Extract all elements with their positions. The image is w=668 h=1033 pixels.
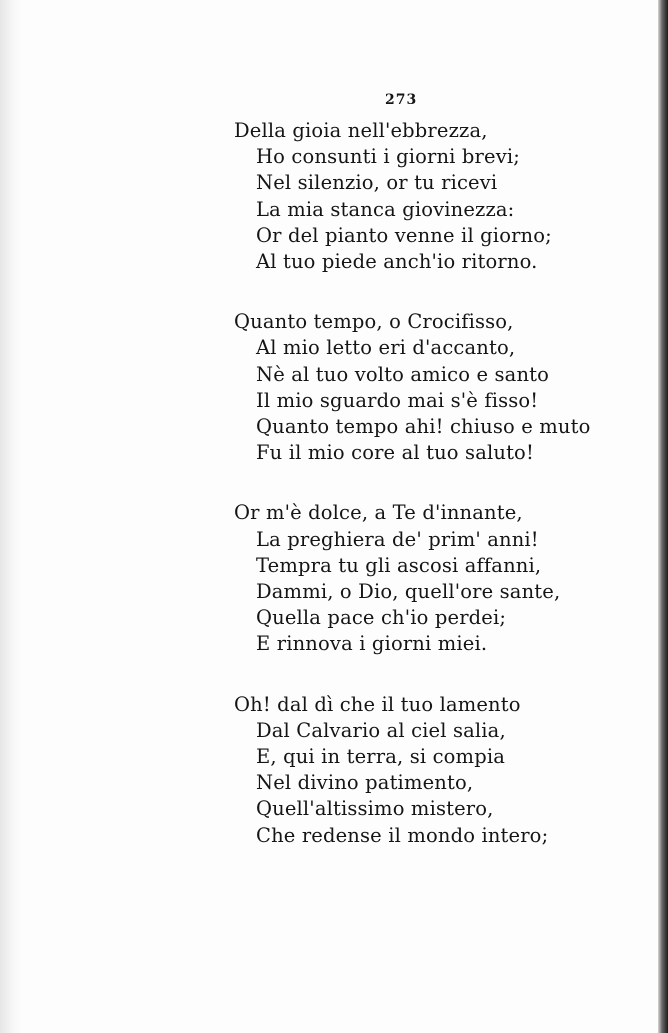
- scan-edge-right: [658, 0, 668, 1033]
- poem: [234, 118, 594, 883]
- poem-line: Nè al tuo volto amico e santo: [256, 362, 550, 386]
- poem-line: E rinnova i giorni miei.: [256, 632, 488, 656]
- stanza-2: [234, 309, 594, 466]
- stanza-4: [234, 692, 594, 849]
- poem-line: Che redense il mondo intero;: [256, 823, 549, 847]
- poem-line: Dammi, o Dio, quell'ore sante,: [256, 580, 561, 604]
- poem-line: Il mio sguardo mai s'è fisso!: [256, 388, 539, 412]
- poem-line: E, qui in terra, si compia: [256, 745, 505, 769]
- poem-line: Al mio letto eri d'accanto,: [256, 336, 516, 360]
- poem-line: Ho consunti i giorni brevi;: [256, 145, 520, 169]
- poem-line: Della gioia nell'ebbrezza,: [234, 119, 488, 142]
- poem-line: Oh! dal dì che il tuo lamento: [234, 692, 521, 716]
- poem-line: Or del pianto venne il giorno;: [256, 223, 552, 247]
- poem-line: Nel silenzio, or tu ricevi: [256, 171, 498, 195]
- poem-line: Or m'è dolce, a Te d'innante,: [234, 501, 523, 525]
- stanza-3: [234, 500, 594, 657]
- poem-line: Fu il mio core al tuo saluto!: [256, 441, 534, 465]
- poem-line: Tempra tu gli ascosi affanni,: [256, 553, 542, 577]
- poem-line: Quanto tempo, o Crocifisso,: [234, 310, 514, 334]
- poem-line: Quell'altissimo mistero,: [256, 797, 494, 821]
- stanza-1: [234, 118, 594, 275]
- poem-line: Dal Calvario al ciel salia,: [256, 718, 506, 742]
- poem-line: Al tuo piede anch'io ritorno.: [256, 250, 538, 274]
- page-number: 273: [385, 92, 418, 108]
- poem-line: Quella pace ch'io perdei;: [256, 606, 507, 630]
- poem-line: Quanto tempo ahi! chiuso e muto: [256, 415, 591, 439]
- scan-shadow-left: [0, 0, 22, 1033]
- poem-line: Nel divino patimento,: [256, 771, 474, 795]
- poem-line: La preghiera de' prim' anni!: [256, 527, 539, 551]
- poem-line: La mia stanca giovinezza:: [256, 197, 515, 221]
